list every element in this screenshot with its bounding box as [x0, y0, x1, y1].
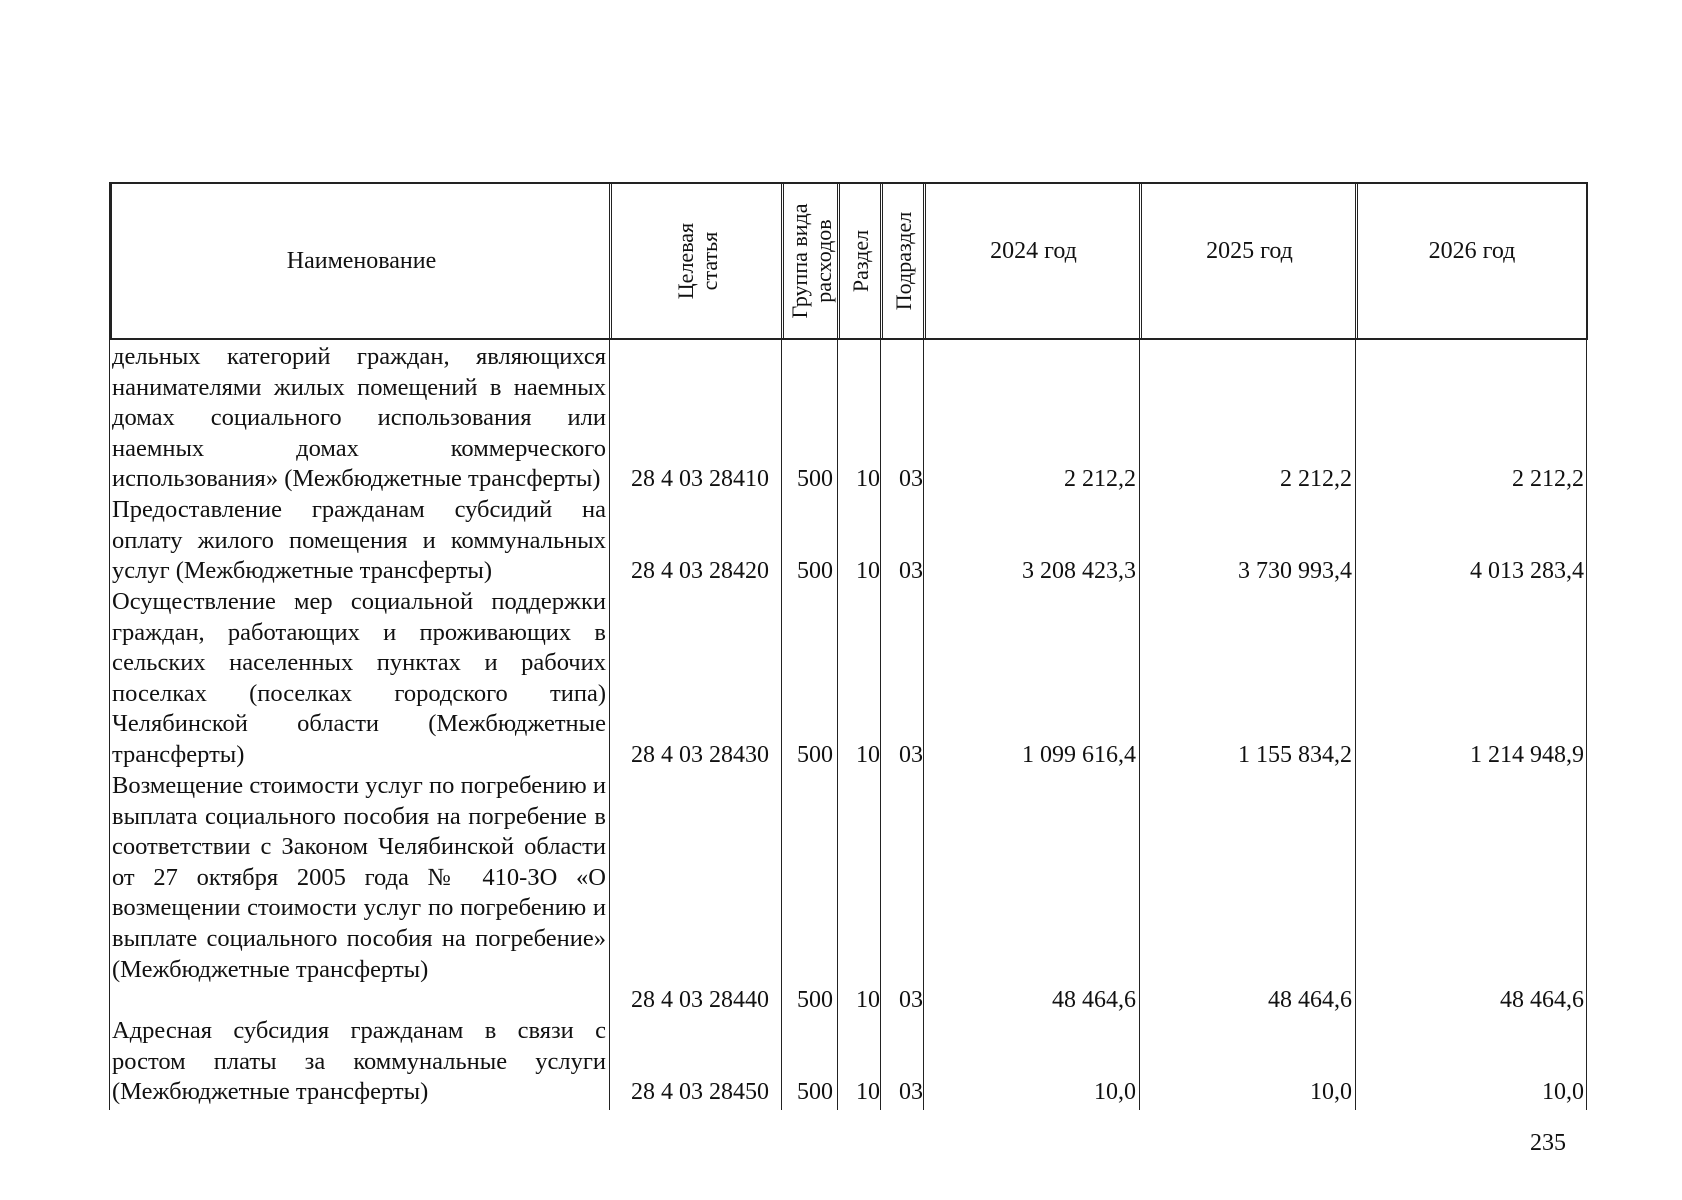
header-subsection-cell — [882, 184, 925, 338]
row-name: Предоставление гражданам субсидий на оплату жилого помещения и коммунальных услуг (Межбюджетные трансферты) — [112, 496, 606, 585]
header-group: Группа вида расходов — [786, 203, 836, 319]
row-group: 500 — [797, 558, 833, 584]
row-value-2026: 1 214 948,9 — [1470, 742, 1584, 768]
row-subsection: 03 — [899, 987, 923, 1013]
row-section: 10 — [856, 987, 880, 1013]
row-section: 10 — [856, 1079, 880, 1105]
row-value-2025: 48 464,6 — [1268, 987, 1352, 1013]
row-group: 500 — [797, 987, 833, 1013]
row-group: 500 — [797, 742, 833, 768]
row-name: Осуществление мер социальной поддержки граждан, работающих и проживающих в сельских населенных пунктах и рабочих поселках (поселках городского типа) Челябинской области (Межбюджетные трансферты) — [112, 588, 606, 768]
page-number: 235 — [1530, 1130, 1566, 1156]
row-section: 10 — [856, 466, 880, 492]
row-subsection: 03 — [899, 558, 923, 584]
row-section: 10 — [856, 558, 880, 584]
header-target-cell — [611, 184, 783, 338]
row-group: 500 — [797, 1079, 833, 1105]
row-name: дельных категорий граждан, являющихся нанимателями жилых помещений в наемных домах социального использования или наемных домах коммерческого использования» (Межбюджетные трансферты) — [112, 343, 606, 493]
col-border-subsection — [923, 182, 924, 1110]
row-subsection: 03 — [899, 466, 923, 492]
row-target: 28 4 03 28410 — [631, 466, 769, 492]
col-border-right — [1586, 182, 1587, 1110]
row-name: Возмещение стоимости услуг по погребению и выплата социального пособия на погребение в соответствии с Законом Челябинской области от 27 октября 2005 года № 410-ЗО «О возмещении стоимости услуг по погребению и выплате социального пособия на погребение» (Межбюджетные трансферты) — [112, 772, 606, 983]
col-border-name — [609, 182, 610, 1110]
row-value-2025: 2 212,2 — [1280, 466, 1352, 492]
col-border-2025 — [1355, 182, 1356, 1110]
row-target: 28 4 03 28430 — [631, 742, 769, 768]
col-border-2024 — [1139, 182, 1140, 1110]
row-target: 28 4 03 28440 — [631, 987, 769, 1013]
header-target: Целевая статья — [672, 222, 722, 300]
row-group: 500 — [797, 466, 833, 492]
row-value-2025: 3 730 993,4 — [1238, 558, 1352, 584]
row-value-2025: 1 155 834,2 — [1238, 742, 1352, 768]
row-target: 28 4 03 28450 — [631, 1079, 769, 1105]
row-subsection: 03 — [899, 742, 923, 768]
header-name: Наименование — [286, 247, 437, 274]
row-value-2026: 48 464,6 — [1500, 987, 1584, 1013]
header-group-cell — [783, 184, 839, 338]
row-value-2025: 10,0 — [1310, 1079, 1352, 1105]
row-section: 10 — [856, 742, 880, 768]
row-value-2026: 10,0 — [1542, 1079, 1584, 1105]
header-section: Раздел — [848, 229, 873, 293]
row-value-2024: 1 099 616,4 — [1022, 742, 1136, 768]
row-value-2026: 2 212,2 — [1512, 466, 1584, 492]
header-subsection: Подраздел — [891, 211, 916, 311]
col-border-left — [109, 182, 110, 1110]
col-border-group — [837, 182, 838, 1110]
table-header — [110, 182, 1588, 340]
row-value-2024: 3 208 423,3 — [1022, 558, 1136, 584]
header-year-2025: 2025 год — [1141, 184, 1357, 338]
col-border-section — [880, 182, 881, 1110]
header-year-2024: 2024 год — [925, 184, 1141, 338]
row-target: 28 4 03 28420 — [631, 558, 769, 584]
row-name: Адресная субсидия гражданам в связи с ростом платы за коммунальные услуги (Межбюджетные трансферты) — [112, 1017, 606, 1106]
col-border-target — [781, 182, 782, 1110]
header-year-2026: 2026 год — [1357, 184, 1586, 338]
row-subsection: 03 — [899, 1079, 923, 1105]
row-value-2024: 10,0 — [1094, 1079, 1136, 1105]
row-value-2026: 4 013 283,4 — [1470, 558, 1584, 584]
row-value-2024: 2 212,2 — [1064, 466, 1136, 492]
header-section-cell — [839, 184, 882, 338]
row-value-2024: 48 464,6 — [1052, 987, 1136, 1013]
